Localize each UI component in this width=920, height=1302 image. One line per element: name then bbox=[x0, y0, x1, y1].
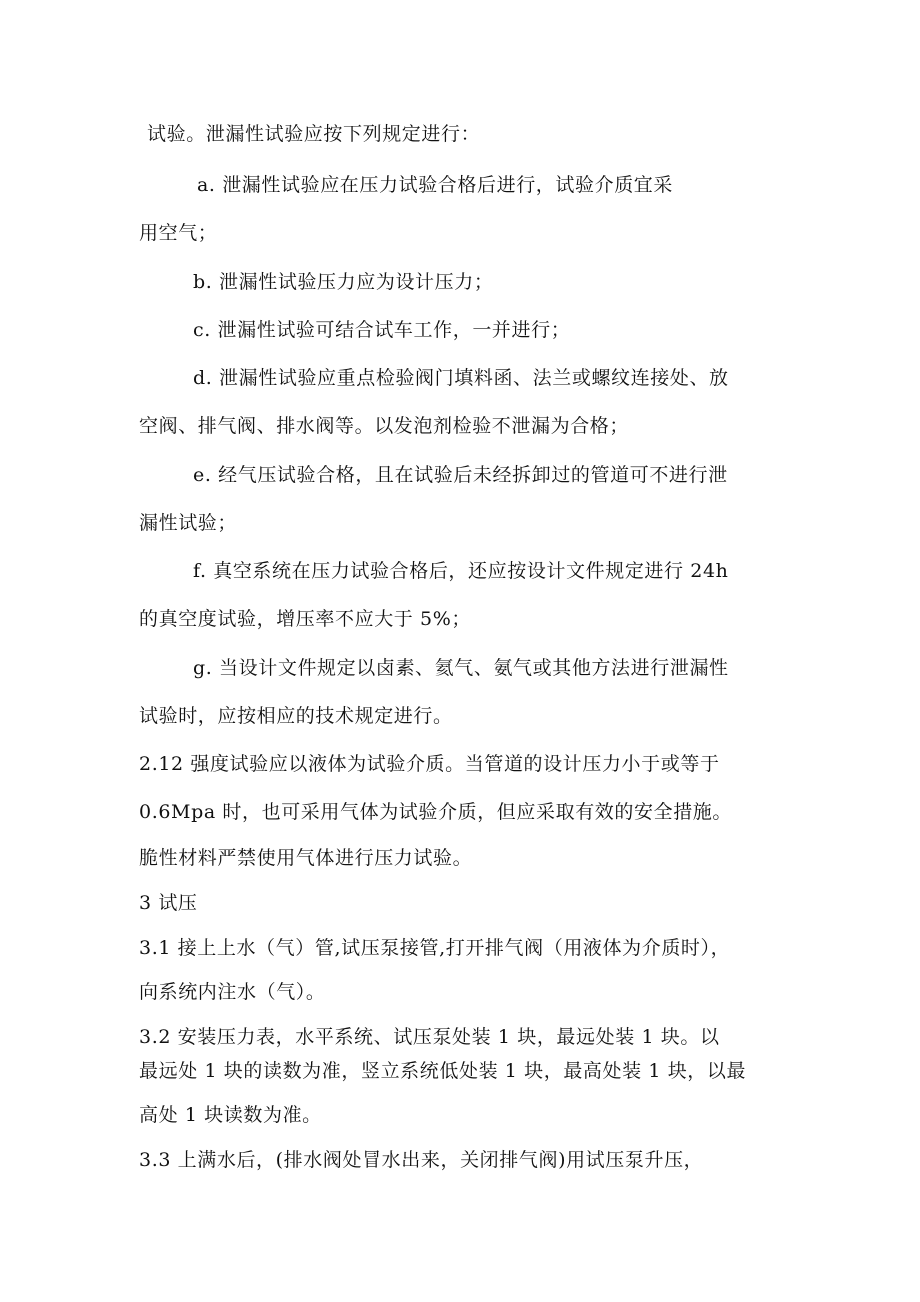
text-line: 向系统内注水（气）。 bbox=[139, 981, 326, 1003]
text-line: 0.6Mpa 时，也可采用气体为试验介质，但应采取有效的安全措施。 bbox=[139, 801, 733, 823]
text-line: g. 当设计文件规定以卤素、氦气、氨气或其他方法进行泄漏性 bbox=[193, 657, 729, 679]
text-line: f. 真空系统在压力试验合格后，还应按设计文件规定进行 24h bbox=[193, 560, 729, 582]
section-heading: 3 试压 bbox=[139, 892, 198, 914]
text-line: 3.2 安装压力表，水平系统、试压泵处装 1 块，最远处装 1 块。以 bbox=[139, 1026, 720, 1048]
text-line: e. 经气压试验合格，且在试验后未经拆卸过的管道可不进行泄 bbox=[193, 464, 728, 486]
text-line: 最远处 1 块的读数为准，竖立系统低处装 1 块，最高处装 1 块，以最 bbox=[139, 1060, 747, 1082]
text-line: 2.12 强度试验应以液体为试验介质。当管道的设计压力小于或等于 bbox=[139, 753, 720, 775]
text-line: 3.1 接上上水（气）管,试压泵接管,打开排气阀（用液体为介质时）， bbox=[139, 937, 731, 959]
text-line: 试验。泄漏性试验应按下列规定进行： bbox=[147, 123, 481, 145]
text-line: 试验时，应按相应的技术规定进行。 bbox=[139, 705, 453, 727]
text-line: 用空气； bbox=[139, 222, 218, 244]
text-line: 脆性材料严禁使用气体进行压力试验。 bbox=[139, 847, 473, 869]
text-line: 漏性试验； bbox=[139, 512, 238, 534]
text-line: c. 泄漏性试验可结合试车工作，一并进行； bbox=[193, 319, 571, 341]
text-line: 空阀、排气阀、排水阀等。以发泡剂检验不泄漏为合格； bbox=[139, 415, 630, 437]
text-line: 高处 1 块读数为准。 bbox=[139, 1104, 322, 1126]
text-line: a. 泄漏性试验应在压力试验合格后进行，试验介质宜采 bbox=[197, 174, 674, 196]
text-line: b. 泄漏性试验压力应为设计压力； bbox=[193, 271, 494, 293]
text-line: 的真空度试验，增压率不应大于 5%； bbox=[139, 608, 471, 630]
text-line: 3.3 上满水后，(排水阀处冒水出来，关闭排气阀)用试压泵升压， bbox=[139, 1149, 704, 1171]
text-line: d. 泄漏性试验应重点检验阀门填料函、法兰或螺纹连接处、放 bbox=[193, 367, 729, 389]
